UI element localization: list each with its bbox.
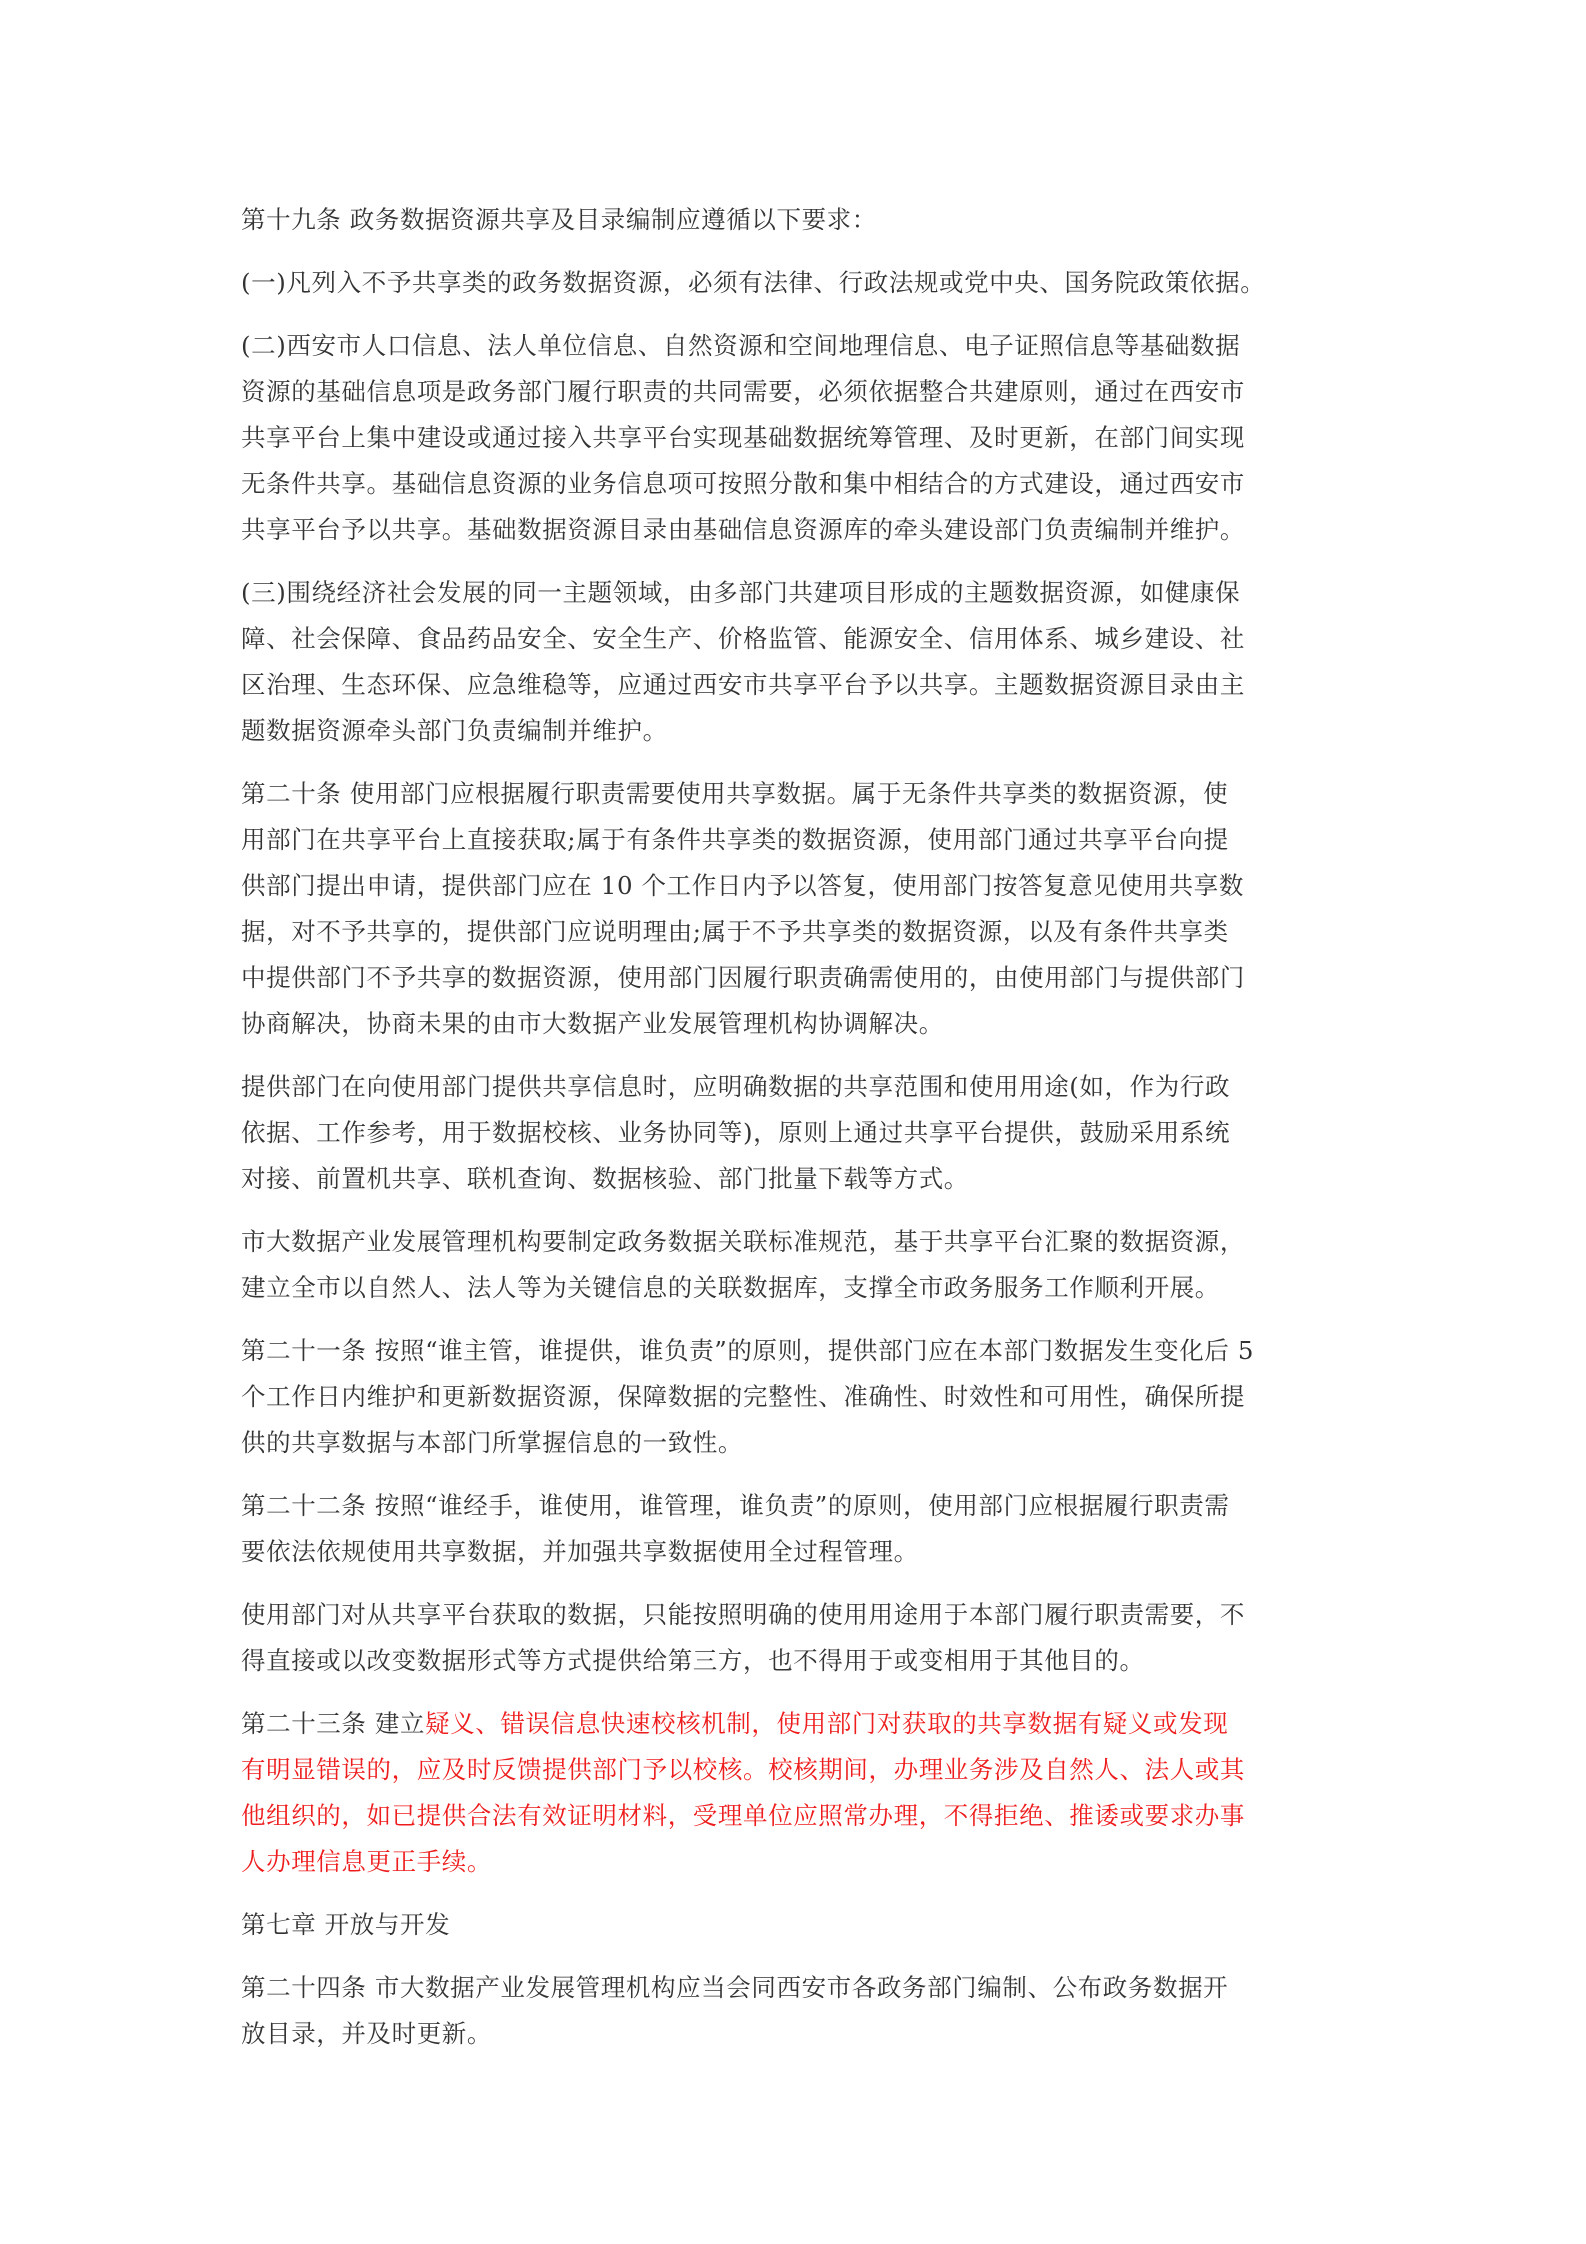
text-line: 第十九条 政务数据资源共享及目录编制应遵循以下要求： — [241, 205, 877, 234]
text-line: 要依法依规使用共享数据，并加强共享数据使用全过程管理。 — [241, 1537, 919, 1566]
text-line: 第二十四条 市大数据产业发展管理机构应当会同西安市各政务部门编制、公布政务数据开 — [241, 1973, 1229, 2002]
text-line: 建立全市以自然人、法人等为关键信息的关联数据库，支撑全市政务服务工作顺利开展。 — [241, 1273, 1220, 1302]
text-line — [241, 1701, 1356, 1747]
text-line: 使用部门对从共享平台获取的数据，只能按照明确的使用用途用于本部门履行职责需要，不 — [241, 1600, 1245, 1629]
article-19-item-3 — [241, 570, 1356, 754]
text-line: 第二十一条 按照“谁主管，谁提供，谁负责”的原则，提供部门应在本部门数据发生变化后 5 — [241, 1336, 1255, 1365]
chapter-7-heading — [241, 1902, 1356, 1948]
text-line: 放目录，并及时更新。 — [241, 2019, 492, 2048]
text-line: (一)凡列入不予共享类的政务数据资源，必须有法律、行政法规或党中央、国务院政策依据。 — [241, 268, 1266, 297]
text-line: 中提供部门不予共享的数据资源，使用部门因履行职责确需使用的，由使用部门与提供部门 — [241, 963, 1245, 992]
highlighted-text-line: 他组织的，如已提供合法有效证明材料，受理单位应照常办理，不得拒绝、推诿或要求办事 — [241, 1801, 1245, 1830]
article-22 — [241, 1483, 1356, 1575]
article-20-para-3 — [241, 1219, 1356, 1311]
text-line: 第二十条 使用部门应根据履行职责需要使用共享数据。属于无条件共享类的数据资源，使 — [241, 779, 1229, 808]
text-line: 据，对不予共享的，提供部门应说明理由;属于不予共享类的数据资源，以及有条件共享类 — [241, 917, 1229, 946]
text-line: 区治理、生态环保、应急维稳等，应通过西安市共享平台予以共享。主题数据资源目录由主 — [241, 670, 1245, 699]
article-19-item-2 — [241, 323, 1356, 553]
text-line: 题数据资源牵头部门负责编制并维护。 — [241, 716, 668, 745]
text-line: 障、社会保障、食品药品安全、安全生产、价格监管、能源安全、信用体系、城乡建设、社 — [241, 624, 1245, 653]
text-line: 供的共享数据与本部门所掌握信息的一致性。 — [241, 1428, 743, 1457]
article-23 — [241, 1701, 1356, 1885]
text-line: 供部门提出申请，提供部门应在 10 个工作日内予以答复，使用部门按答复意见使用共享数 — [241, 871, 1244, 900]
text-line: 个工作日内维护和更新数据资源，保障数据的完整性、准确性、时效性和可用性，确保所提 — [241, 1382, 1245, 1411]
text-line: 对接、前置机共享、联机查询、数据核验、部门批量下载等方式。 — [241, 1164, 969, 1193]
article-24 — [241, 1965, 1356, 2057]
article-23-prefix: 第二十三条 建立 — [241, 1709, 426, 1738]
document-page — [241, 197, 1356, 2074]
article-19-item-1 — [241, 260, 1356, 306]
highlighted-text-line: 人办理信息更正手续。 — [241, 1847, 492, 1876]
article-21 — [241, 1328, 1356, 1466]
text-line: 市大数据产业发展管理机构要制定政务数据关联标准规范，基于共享平台汇聚的数据资源， — [241, 1227, 1245, 1256]
text-line: 依据、工作参考，用于数据校核、业务协同等)，原则上通过共享平台提供，鼓励采用系统 — [241, 1118, 1231, 1147]
highlighted-text: 疑义、错误信息快速校核机制，使用部门对获取的共享数据有疑义或发现 — [425, 1709, 1229, 1738]
text-line: 共享平台予以共享。基础数据资源目录由基础信息资源库的牵头建设部门负责编制并维护。 — [241, 515, 1245, 544]
text-line: 资源的基础信息项是政务部门履行职责的共同需要，必须依据整合共建原则，通过在西安市 — [241, 377, 1245, 406]
text-line: 得直接或以改变数据形式等方式提供给第三方，也不得用于或变相用于其他目的。 — [241, 1646, 1145, 1675]
article-20-para-2 — [241, 1064, 1356, 1202]
article-19-heading — [241, 197, 1356, 243]
text-line: 协商解决，协商未果的由市大数据产业发展管理机构协调解决。 — [241, 1009, 944, 1038]
text-line: (三)围绕经济社会发展的同一主题领域，由多部门共建项目形成的主题数据资源，如健康保 — [241, 578, 1241, 607]
text-line: 第七章 开放与开发 — [241, 1910, 451, 1939]
article-20 — [241, 771, 1356, 1047]
text-line: (二)西安市人口信息、法人单位信息、自然资源和空间地理信息、电子证照信息等基础数据 — [241, 331, 1241, 360]
text-line: 无条件共享。基础信息资源的业务信息项可按照分散和集中相结合的方式建设，通过西安市 — [241, 469, 1245, 498]
text-line: 用部门在共享平台上直接获取;属于有条件共享类的数据资源，使用部门通过共享平台向提 — [241, 825, 1229, 854]
highlighted-text-line: 有明显错误的，应及时反馈提供部门予以校核。校核期间，办理业务涉及自然人、法人或其 — [241, 1755, 1245, 1784]
text-line: 第二十二条 按照“谁经手，谁使用，谁管理，谁负责”的原则，使用部门应根据履行职责需 — [241, 1491, 1230, 1520]
text-line: 提供部门在向使用部门提供共享信息时，应明确数据的共享范围和使用用途(如，作为行政 — [241, 1072, 1231, 1101]
article-22-para-2 — [241, 1592, 1356, 1684]
text-line: 共享平台上集中建设或通过接入共享平台实现基础数据统筹管理、及时更新，在部门间实现 — [241, 423, 1245, 452]
